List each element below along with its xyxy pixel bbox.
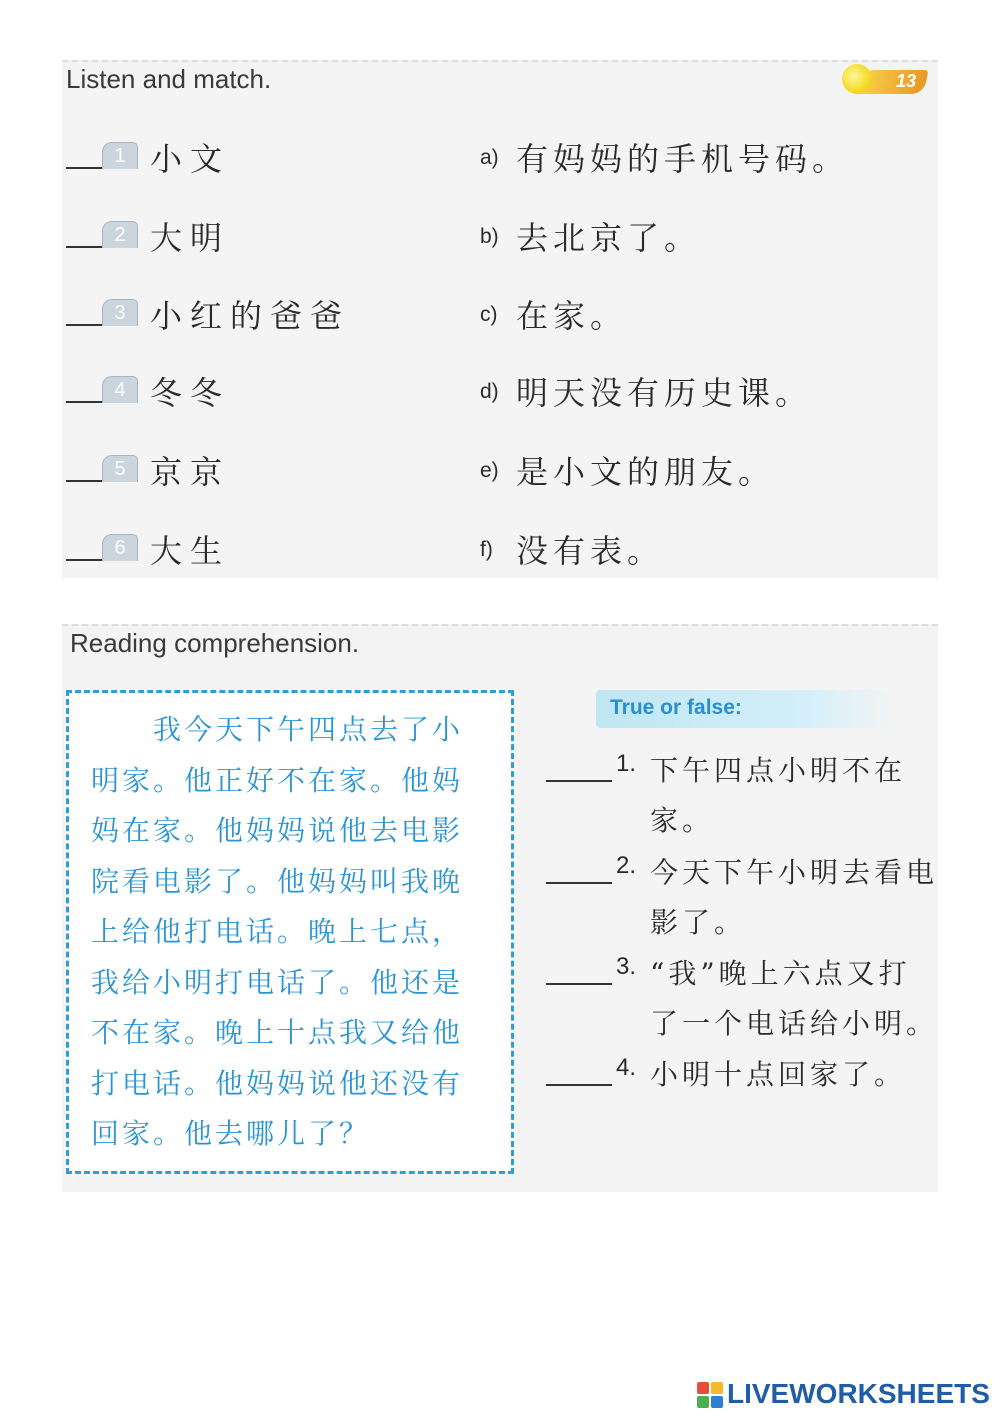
liveworksheets-logo-icon: [697, 1382, 723, 1408]
question-number: 4.: [616, 1054, 637, 1081]
true-false-banner: [596, 690, 896, 728]
option-text: 去北京了。: [516, 219, 702, 257]
question-number: 2.: [616, 852, 637, 879]
question-number: 1.: [616, 750, 637, 777]
audio-cd-icon: [842, 64, 872, 94]
option-letter: f): [480, 538, 493, 561]
question-number: 3.: [616, 953, 637, 980]
match-row: [66, 291, 926, 341]
option-text: 明天没有历史课。: [516, 374, 813, 412]
number-tab: 6: [102, 534, 138, 561]
option-text: 在家。: [516, 297, 628, 335]
logo-square: [697, 1396, 709, 1408]
speaker-name: 小文: [150, 140, 231, 178]
question-text: 下午四点小明不在家。: [650, 754, 907, 837]
logo-square: [697, 1382, 709, 1394]
option-letter: e): [480, 459, 499, 482]
option-letter: a): [480, 146, 499, 169]
option-letter: c): [480, 303, 498, 326]
match-row: [66, 526, 926, 576]
audio-track-badge[interactable]: [842, 60, 930, 100]
liveworksheets-brand: LIVEWORKSHEETS: [727, 1378, 990, 1409]
option-text: 是小文的朋友。: [516, 453, 776, 491]
number-tab: 4: [102, 376, 138, 403]
logo-square: [711, 1396, 723, 1408]
section-divider: [62, 624, 938, 626]
logo-square: [711, 1382, 723, 1394]
true-false-title: True or false:: [610, 696, 742, 719]
section-divider: [62, 60, 938, 62]
option-text: 有妈妈的手机号码。: [516, 140, 850, 178]
answer-blank[interactable]: [546, 1084, 612, 1086]
number-tab: 1: [102, 142, 138, 169]
number-tab: 5: [102, 455, 138, 482]
match-row: [66, 213, 926, 263]
reading-passage: 我今天下午四点去了小明家。他正好不在家。他妈妈在家。他妈妈说他去电影院看电影了。他妈妈叫我晚上给他打电话。晚上七点，我给小明打电话了。他还是不在家。晚上十点我又给他打电话。他妈妈说他还没有回家。他去哪儿了？: [91, 713, 464, 1150]
option-letter: d): [480, 380, 499, 403]
match-row: [66, 134, 926, 184]
question-text: “我”晚上六点又打了一个电话给小明。: [650, 957, 939, 1040]
number-tab: 2: [102, 221, 138, 248]
track-number: 13: [895, 71, 917, 91]
reading-heading: Reading comprehension.: [70, 628, 360, 658]
speaker-name: 冬冬: [150, 374, 231, 412]
listen-match-heading: Listen and match.: [66, 64, 272, 94]
answer-blank[interactable]: [546, 882, 612, 884]
answer-blank[interactable]: [546, 780, 612, 782]
speaker-name: 小红的爸爸: [150, 297, 351, 335]
question-text: 今天下午小明去看电影了。: [650, 856, 939, 939]
reading-passage-box: [66, 690, 514, 1174]
option-letter: b): [480, 225, 499, 248]
answer-blank[interactable]: [546, 983, 612, 985]
match-row: [66, 368, 926, 418]
number-tab: 3: [102, 299, 138, 326]
question-text: 小明十点回家了。: [650, 1058, 907, 1091]
speaker-name: 大生: [150, 532, 231, 570]
match-row: [66, 447, 926, 497]
option-text: 没有表。: [516, 532, 665, 570]
speaker-name: 大明: [150, 219, 231, 257]
speaker-name: 京京: [150, 453, 231, 491]
